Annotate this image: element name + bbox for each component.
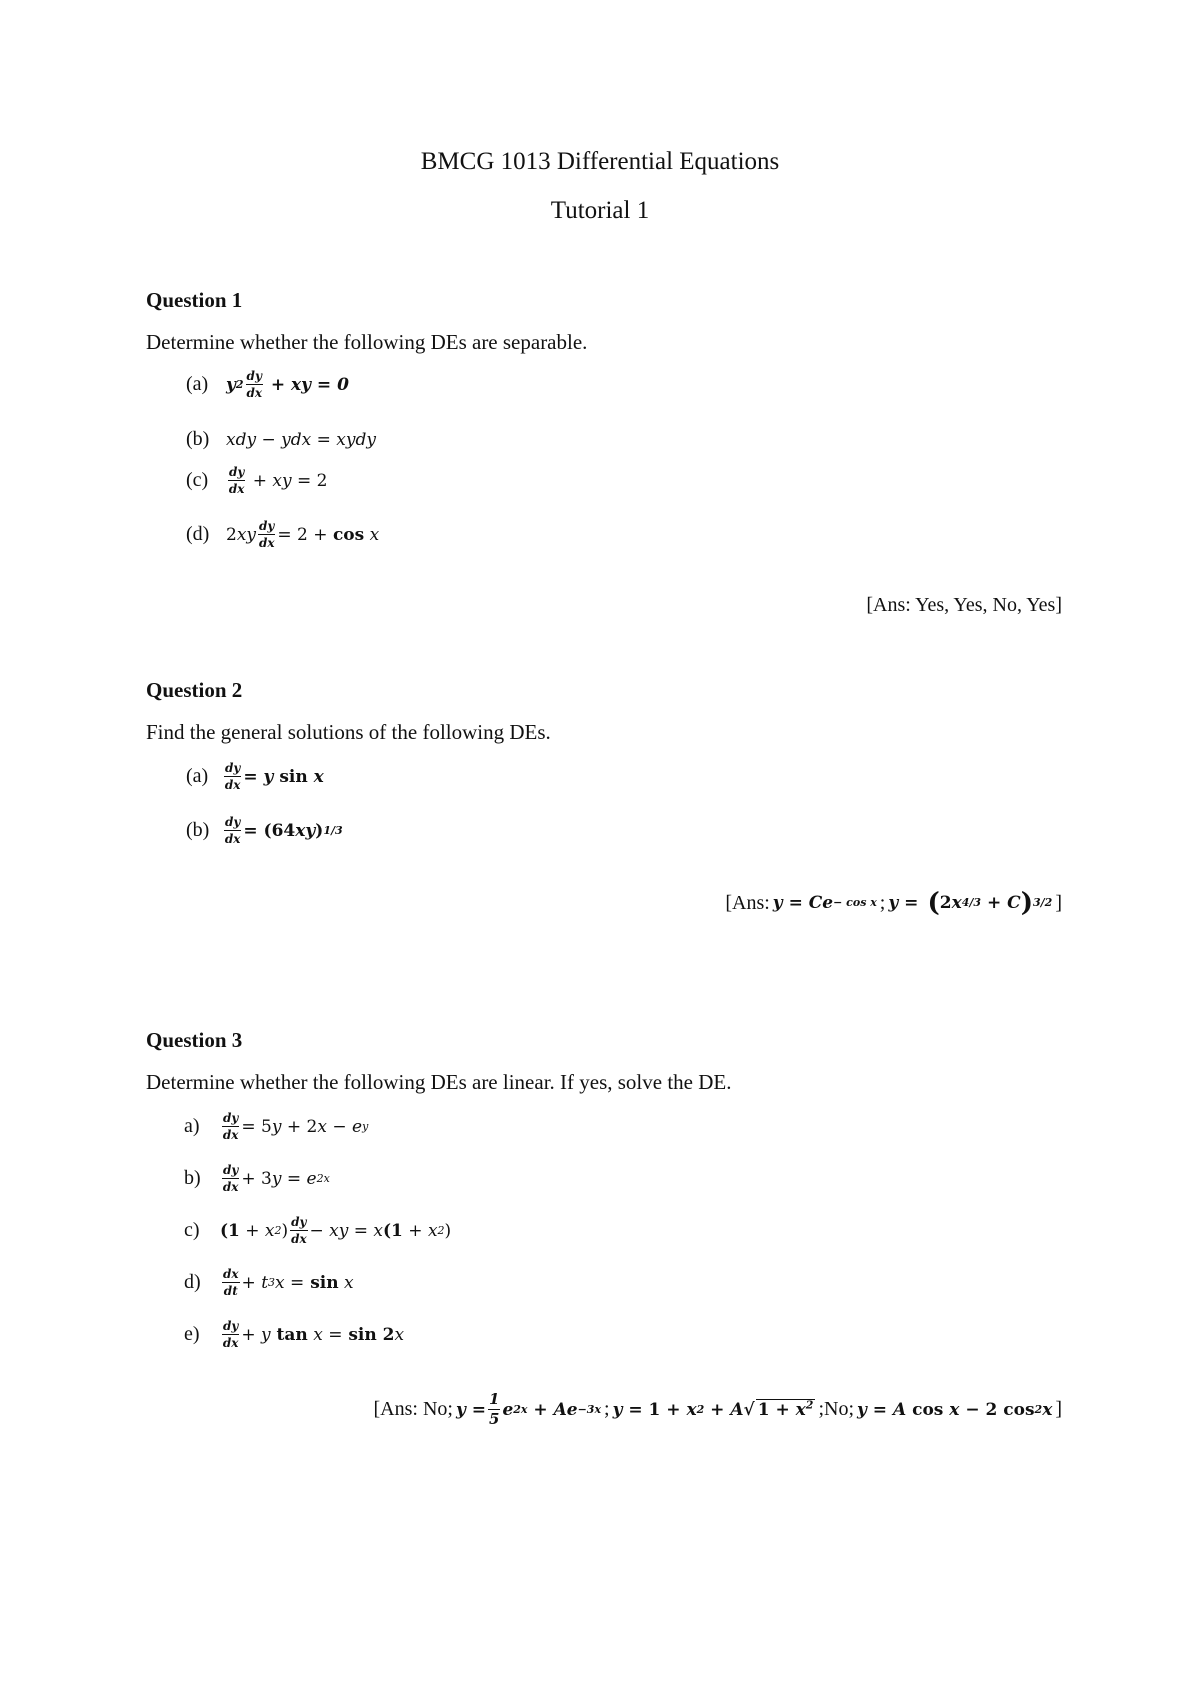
q3-label-b: b) (184, 1167, 201, 1189)
q3-answer-mid: No; (824, 1398, 855, 1420)
q3-item-b (184, 1164, 330, 1193)
q1-item-c (186, 466, 328, 495)
document-title: BMCG 1013 Differential Equations (420, 148, 780, 175)
q2-answer-prefix: [Ans: (725, 891, 770, 914)
question-3-heading: Question 3 (146, 1028, 243, 1052)
q2-label-a: (a) (186, 765, 209, 787)
q2-answer: [Ans: y = Ce − cos x ; y = ( 2 x 4/3 + C ) 3/2 ] (725, 888, 1062, 918)
question-3-prompt: Determine whether the following DEs are linear. If yes, solve the DE. (146, 1070, 732, 1094)
q2-answer-1: y = Ce − cos x (772, 893, 877, 913)
q3-equation-b: $\frac{dy}{dx}$ + 3 y = e 2x (222, 1163, 330, 1194)
question-1-prompt: Determine whether the following DEs are separable. (146, 330, 588, 354)
q2-equation-a: $\frac{dy}{dx}$ = y sin x (224, 761, 324, 792)
question-2-prompt: Find the general solutions of the following DEs. (146, 720, 551, 744)
q1-label-b: (b) (186, 428, 210, 450)
q3-answer-suffix: ] (1055, 1398, 1062, 1420)
q1-equation-a: y 2 $\frac{dy}{dx}$ + xy = 0 (226, 369, 349, 400)
q3-answer-b: y = $\frac{1}{5}$ e 2x + Ae −3x (455, 1390, 602, 1428)
q1-label-c: (c) (186, 469, 209, 491)
q1-item-a (186, 370, 349, 399)
q2-answer-suffix: ] (1055, 891, 1062, 914)
q1-answer: [Ans: Yes, Yes, No, Yes] (866, 594, 1062, 616)
q1-equation-b: xdy − ydx = xydy (226, 429, 376, 450)
q2-item-b (186, 816, 343, 845)
q1-item-b (186, 428, 376, 451)
q1-item-d (186, 520, 379, 549)
q3-label-d: d) (184, 1271, 201, 1293)
q3-label-e: e) (184, 1323, 200, 1345)
q1-label-a: (a) (186, 373, 209, 395)
question-2-heading: Question 2 (146, 678, 243, 702)
q1-label-d: (d) (186, 523, 210, 545)
q3-label-c: c) (184, 1219, 200, 1241)
document-subtitle: Tutorial 1 (550, 197, 650, 224)
q3-label-a: a) (184, 1115, 200, 1137)
q3-equation-e: $\frac{dy}{dx}$ + y tan x = sin 2 x (222, 1319, 405, 1350)
q3-answer-e: y = A cos x − 2 cos 2 x (857, 1399, 1053, 1420)
q3-item-c (184, 1216, 451, 1245)
q3-equation-a: $\frac{dy}{dx}$ = 5 y + 2 x − e y (222, 1111, 369, 1142)
q1-equation-d: 2 xy $\frac{dy}{dx}$ = 2 + cos x (226, 519, 380, 550)
q3-item-e (184, 1320, 404, 1349)
q3-equation-d: $\frac{dx}{dt}$ + t 3 x = sin x (223, 1267, 354, 1298)
q3-answer: [Ans: No; y = $\frac{1}{5}$ e 2x + Ae −3x ; y = 1 + x 2 + A √ $1 + x^2$ ; No; y = A cos x − 2 cos 2 x ] (373, 1390, 1062, 1428)
q2-item-a (186, 762, 324, 791)
q1-equation-c: $\frac{dy}{dx}$ + xy = 2 (228, 465, 328, 496)
q2-answer-2: y = ( 2 x 4/3 + C ) 3/2 (888, 888, 1053, 918)
question-1-heading: Question 1 (146, 288, 243, 312)
q3-answer-prefix: [Ans: No; (373, 1398, 453, 1420)
q3-item-d (184, 1268, 354, 1297)
q3-item-a (184, 1112, 368, 1141)
q2-equation-b: $\frac{dy}{dx}$ = (64 xy ) 1/3 (224, 815, 343, 846)
q2-label-b: (b) (186, 819, 210, 841)
q3-equation-c: (1 + x 2 ) $\frac{dy}{dx}$ − xy = x (1 + x 2 ) (220, 1215, 452, 1246)
q3-answer-c: y = 1 + x 2 + A √ $1 + x^2$ (612, 1398, 814, 1420)
